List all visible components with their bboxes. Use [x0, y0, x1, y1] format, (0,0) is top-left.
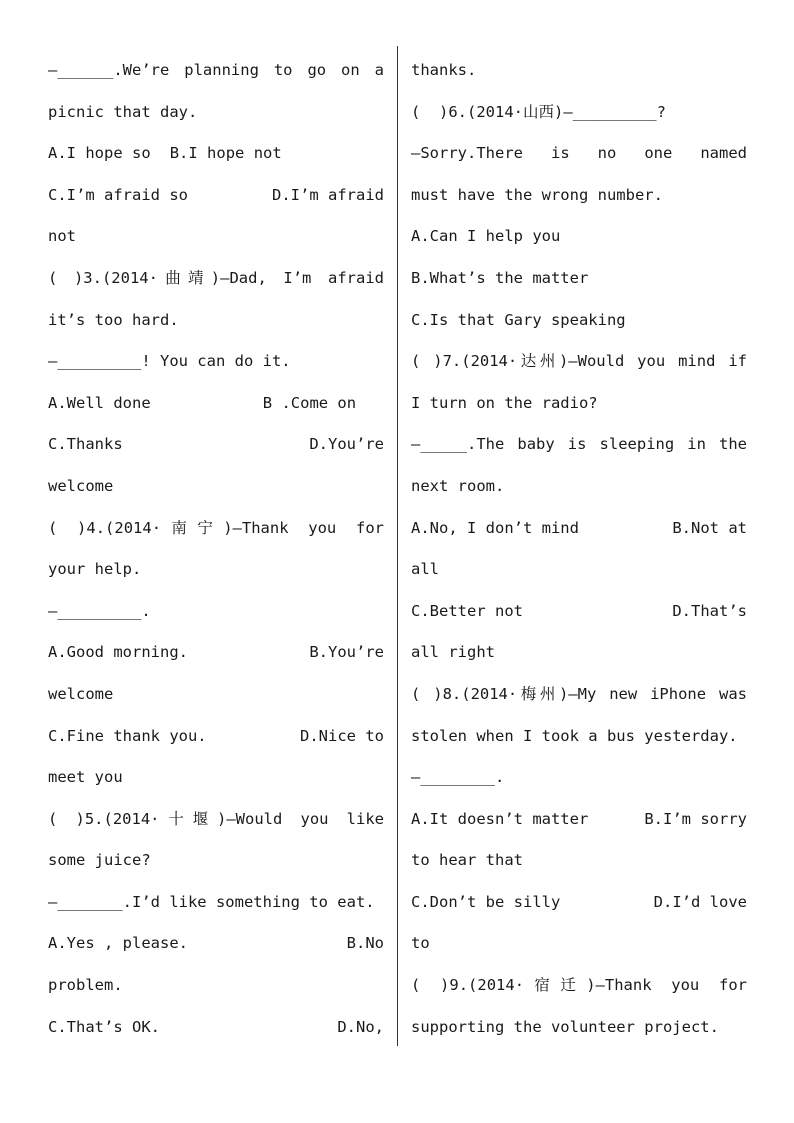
option-text: D.No,	[337, 1017, 384, 1036]
option-text: D.Nice to	[300, 726, 384, 745]
text-line: —________.	[411, 768, 505, 787]
column-divider	[397, 46, 398, 1046]
option-line	[48, 383, 384, 425]
option-line	[411, 799, 747, 841]
text-line: it’s too hard.	[48, 310, 179, 329]
option-line	[411, 882, 747, 924]
option-text: B.I hope not	[169, 144, 282, 163]
option-line	[48, 424, 384, 466]
text-line: —_____.The baby is sleeping in the	[411, 435, 747, 454]
text-line: to	[411, 934, 430, 953]
text-line: —_______.I’d like something to eat.	[48, 892, 375, 911]
text-line: I turn on the radio?	[411, 393, 598, 412]
text-line: C.Is that Gary speaking	[411, 310, 626, 329]
text-line: all	[411, 560, 439, 579]
text-line: —______.We’re planning to go on a	[48, 61, 384, 79]
option-text: C.Don’t be silly	[411, 892, 561, 911]
option-text: A.Good morning.	[48, 643, 188, 662]
option-text: C.Thanks	[48, 435, 123, 454]
option-text: A.No, I don’t mind	[411, 518, 579, 537]
text-line: ( )5.(2014·十堰)—Would you like	[48, 809, 384, 828]
option-text: C.Fine thank you.	[48, 726, 207, 745]
option-text: D.That’s	[672, 601, 747, 620]
option-line	[411, 508, 747, 550]
option-text: A.Well done	[48, 393, 151, 412]
option-text: A.Yes , please.	[48, 934, 188, 953]
option-line	[48, 1007, 384, 1049]
text-line: supporting the volunteer project.	[411, 1017, 719, 1036]
text-line: ( )6.(2014·山西)—_________?	[411, 102, 666, 121]
left-column	[48, 50, 384, 1048]
text-line: meet you	[48, 768, 123, 787]
option-text: B.Not at	[672, 518, 747, 537]
option-text: C.I’m afraid so	[48, 185, 188, 204]
option-line	[48, 923, 384, 965]
text-line: next room.	[411, 476, 505, 495]
option-text: B.I’m sorry	[644, 809, 747, 828]
text-line: stolen when I took a bus yesterday.	[411, 726, 738, 745]
text-line: ( )8.(2014·梅州)—My new iPhone was	[411, 684, 747, 703]
text-line: —Sorry.There is no one named	[411, 144, 747, 163]
text-line: ( )3.(2014·曲靖)—Dad, I’m afraid	[48, 268, 384, 287]
text-line: welcome	[48, 684, 114, 703]
text-line: A.Can I help you	[411, 227, 561, 246]
option-text: A.I hope so	[48, 144, 151, 163]
option-text: D.You’re	[309, 435, 384, 454]
text-line: B.What’s the matter	[411, 268, 589, 287]
option-text: B.No	[346, 934, 384, 953]
text-line: must have the wrong number.	[411, 185, 663, 204]
text-line: to hear that	[411, 851, 523, 870]
text-line: ( )7.(2014·达州)—Would you mind if	[411, 352, 747, 371]
option-text: B.You’re	[309, 643, 384, 662]
text-line: welcome	[48, 476, 114, 495]
option-text: A.It doesn’t matter	[411, 809, 589, 828]
option-text: C.That’s OK.	[48, 1017, 160, 1036]
option-line	[48, 175, 384, 217]
text-line: —_________.	[48, 601, 151, 620]
text-line: all right	[411, 643, 495, 662]
text-line: some juice?	[48, 851, 151, 870]
text-line: —_________! You can do it.	[48, 352, 291, 371]
text-line: picnic that day.	[48, 102, 198, 121]
option-line	[48, 133, 384, 175]
text-line: ( )4.(2014·南宁)—Thank you for	[48, 518, 384, 537]
option-line	[48, 632, 384, 674]
option-text: D.I’d love	[653, 892, 747, 911]
text-line: your help.	[48, 560, 142, 579]
text-line: not	[48, 227, 76, 246]
option-text: D.I’m afraid	[272, 185, 384, 204]
text-line: thanks.	[411, 61, 477, 79]
text-line: ( )9.(2014·宿迁)—Thank you for	[411, 976, 747, 995]
option-line	[48, 716, 384, 758]
text-line: problem.	[48, 976, 123, 995]
option-text: B .Come on	[262, 393, 357, 412]
right-column	[411, 50, 747, 1048]
option-line	[411, 591, 747, 633]
option-text: C.Better not	[411, 601, 523, 620]
